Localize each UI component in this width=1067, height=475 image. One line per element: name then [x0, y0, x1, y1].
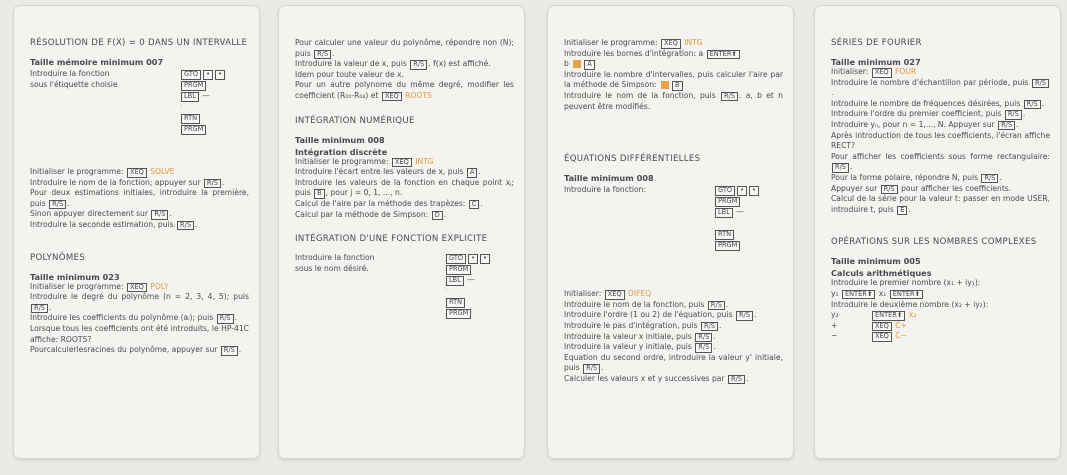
rs-key: R/S [736, 311, 753, 321]
section-title-resolution: RÉSOLUTION DE F(X) = 0 DANS UN INTERVALLE [30, 38, 248, 48]
text-fragment [445, 264, 524, 275]
text-fragment: − [831, 331, 838, 341]
text-fragment: . [739, 90, 742, 100]
text-fragment: Introduire le nombre d'intervalles, puis calculer l'aire par la méthode de Simpson: [564, 69, 783, 90]
prgm-key: PRGM [715, 241, 740, 251]
text-fragment [180, 91, 259, 102]
text-fragment: + [831, 320, 838, 330]
text-fragment: Pour la forme polaire, répondre N, puis [831, 172, 981, 182]
text-fragment: Introduire la valeur y initiale, puis [564, 342, 695, 352]
d-key: D [432, 211, 443, 221]
program-listing [30, 69, 249, 161]
text-fragment: Pourcalculerlesracines du polynôme, appuyer sur [30, 345, 220, 355]
text-fragment: . [999, 172, 1002, 182]
instruction [564, 91, 783, 112]
text-fragment: . [713, 342, 716, 352]
program-name: POLY [150, 281, 169, 291]
rs-key: R/S [998, 121, 1015, 131]
text-fragment: y₂ [831, 310, 839, 320]
dot-key: • [480, 254, 490, 264]
text-fragment [714, 185, 793, 196]
section-title-integration-explicit: INTÉGRATION D'UNE FONCTION EXPLICITE [295, 234, 488, 245]
xeq-key: XEQ [661, 39, 681, 49]
instruction [564, 353, 783, 374]
text-fragment: . [850, 162, 853, 172]
rs-key: R/S [728, 375, 745, 385]
rs-key: R/S [832, 163, 849, 173]
text-fragment: . [49, 302, 52, 312]
text-fragment: a, b et n peuvent être modifiés. [564, 90, 783, 111]
instruction [295, 80, 514, 101]
text-fragment: Introduire le nom de la fonction, puis [564, 90, 720, 100]
instruction [831, 109, 1050, 120]
dash: — [467, 275, 475, 285]
e-key: E [897, 206, 907, 216]
instruction [564, 49, 783, 70]
text-fragment: Introduire yₙ, pour n = 1,..., N. Appuyer sur [831, 119, 998, 129]
text-fragment: Introduire le nombre de fréquences désirées, puis [831, 98, 1023, 108]
text-fragment: . [713, 331, 716, 341]
text-fragment: Introduire la seconde estimation, puis [30, 219, 177, 229]
text-fragment: . [1016, 119, 1019, 129]
text-fragment: . [332, 48, 335, 58]
rs-key: R/S [695, 343, 712, 353]
instruction [295, 178, 514, 199]
xeq-key: XEQ [392, 158, 412, 168]
instruction [831, 173, 1050, 184]
program-listing [295, 253, 514, 345]
xeq-key: XEQ [127, 283, 147, 293]
text-fragment: . [443, 209, 447, 219]
enter-key: ENTER⬆ [890, 290, 923, 300]
rs-key: R/S [583, 364, 600, 374]
instruction: Introduire le premier nombre (x₁ + iy₁): [831, 278, 981, 288]
text-fragment [714, 185, 793, 251]
instruction [564, 38, 783, 49]
text-fragment: . [725, 299, 729, 309]
prgm-key: PRGM [446, 265, 471, 275]
xeq-key: XEQ [872, 322, 892, 332]
text-fragment: Calculer les valeurs x et y successives par [564, 373, 727, 383]
xeq-key: XEQ [382, 92, 402, 102]
xeq-key: XEQ [872, 332, 892, 342]
text-fragment: . [1022, 109, 1026, 119]
program-listing [564, 185, 783, 283]
rs-key: R/S [410, 60, 427, 70]
text-fragment [30, 69, 125, 90]
text-fragment: . [831, 88, 834, 98]
enter-key: ENTER⬆ [872, 311, 905, 321]
text-fragment: Introduire l'ordre (1 ou 2) de l'équation, puis [564, 310, 735, 320]
text-fragment: . [753, 310, 757, 320]
dash: — [202, 91, 210, 100]
section-title-complexes: OPÉRATIONS SUR LES NOMBRES COMPLEXES [831, 237, 1037, 248]
rs-key: R/S [1032, 79, 1049, 89]
memory-size: Taille minimum 008 [564, 173, 654, 184]
text-fragment [295, 253, 390, 274]
text-fragment: C− [895, 331, 907, 341]
program-name: INTG [415, 156, 434, 166]
shift-key-square [661, 81, 669, 89]
rs-key: R/S [1024, 100, 1041, 110]
instruction [564, 374, 783, 385]
instruction [831, 99, 1050, 110]
memory-size: Taille minimum 005 [831, 256, 921, 267]
subsection-title: Intégration discrète [295, 146, 388, 157]
text-fragment [180, 80, 259, 91]
instruction [295, 59, 514, 70]
text-fragment: Initialiser le programme: [295, 156, 391, 166]
memory-size: Taille mémoire minimum 007 [30, 57, 164, 67]
instruction [295, 38, 514, 59]
rs-key: R/S [31, 304, 48, 314]
text-fragment: Initialiser: [564, 289, 604, 299]
text-fragment: x₂ [908, 310, 917, 320]
text-fragment: Equation du second ordre, introduire la valeur y' initiale, puis [564, 352, 783, 373]
text-fragment [714, 240, 793, 251]
a-key: A [584, 60, 595, 70]
rs-key: R/S [1005, 110, 1022, 120]
instruction [831, 310, 1050, 321]
prgm-key: PRGM [181, 81, 206, 91]
text-fragment [295, 26, 514, 38]
text-fragment [714, 196, 793, 207]
text-fragment: . [480, 198, 483, 208]
shift-key-square [573, 60, 581, 68]
gto-key: GTO [446, 254, 466, 264]
text-fragment [445, 253, 524, 264]
rs-key: R/S [204, 179, 221, 189]
instruction [831, 120, 1050, 131]
rs-key: R/S [695, 333, 712, 343]
rtn-key: RTN [181, 114, 200, 124]
instruction [564, 310, 783, 321]
section-title-integration: INTÉGRATION NUMÉRIQUE [295, 115, 415, 126]
rs-key: R/S [217, 314, 234, 324]
text-fragment: Pour afficher les coefficients sous forme rectangulaire: [831, 151, 1050, 161]
dash: — [736, 207, 744, 217]
text-fragment [564, 185, 659, 196]
prgm-key: PRGM [715, 197, 740, 207]
program-name: SOLVE [150, 167, 175, 176]
text-fragment [180, 69, 259, 135]
a-key: A [467, 168, 478, 178]
gto-key: GTO [715, 186, 735, 196]
instruction [564, 332, 783, 343]
xeq-key: XEQ [127, 168, 147, 178]
text-fragment: . [908, 204, 911, 214]
text-fragment: Introduire le nom de la fonction, puis [564, 299, 707, 309]
rs-key: R/S [881, 185, 898, 195]
panel-4 [815, 6, 1060, 458]
panel-2 [279, 6, 524, 458]
text-fragment [445, 275, 524, 286]
text-fragment: Introduire les bornes d'intégration: a [564, 48, 706, 58]
instruction [831, 152, 1050, 173]
rs-key: R/S [708, 301, 725, 311]
instruction: Introduire le deuxième nombre (x₂ + iy₂): [831, 299, 989, 309]
rs-key: R/S [49, 200, 66, 210]
instruction [30, 188, 249, 209]
b-key: B [314, 189, 325, 199]
program-name: ROOTS [405, 90, 432, 100]
dot-key: • [468, 254, 478, 264]
text-fragment [180, 124, 259, 135]
enter-key: ENTER⬆ [842, 290, 875, 300]
instruction [831, 289, 1050, 300]
text-fragment: . [195, 219, 198, 229]
rs-key: R/S [981, 174, 998, 184]
instruction [30, 167, 249, 178]
instruction-text: Introduire la fonction [30, 69, 110, 78]
dots: · [714, 218, 717, 228]
instruction [831, 67, 1050, 78]
instruction: Après introduction de tous les coefficients, l'écran affiche RECT? [831, 130, 1050, 151]
text-fragment [714, 207, 793, 218]
text-fragment: Introduire la valeur x initiale, puis [564, 331, 695, 341]
instruction [831, 331, 1050, 342]
section-title-equations: ÉQUATIONS DIFFÉRENTIELLES [564, 154, 701, 165]
text-fragment: . [238, 345, 242, 355]
instruction [30, 209, 249, 220]
instruction [564, 289, 783, 300]
section-title-polynomes: POLYNÔMES [30, 252, 86, 263]
text-fragment: Initialiser le programme: [564, 38, 660, 47]
text-fragment: Sinon appuyer directement sur [30, 209, 151, 219]
text-fragment: , pour j = 0, 1, ..., n. [325, 188, 403, 198]
instruction [30, 345, 249, 356]
panel-3 [548, 6, 793, 458]
text-fragment: Initialiser: [831, 67, 871, 76]
text-fragment [564, 26, 783, 38]
text-fragment: Calcul de l'aire par la méthode des trapèzes: [295, 198, 468, 208]
text-fragment: . [67, 198, 70, 208]
text-fragment [714, 229, 793, 240]
text-fragment [445, 308, 524, 319]
memory-size: Taille minimum 008 [295, 134, 385, 145]
instruction: Lorsque tous les coefficients ont été introduits, le HP-41C affiche: ROOTS? [30, 323, 249, 344]
text-fragment [180, 113, 259, 124]
rs-key: R/S [721, 92, 738, 102]
rs-key: R/S [314, 50, 331, 60]
text-fragment: Pour un autre polynome du même degré, modifier les coefficient (R₀₀-R₀₄) et [295, 80, 514, 100]
prgm-key: PRGM [181, 125, 206, 135]
instruction [831, 184, 1050, 195]
instruction: Idem pour toute valeur de x. [295, 69, 404, 79]
text-fragment: f(x) est affiché. [430, 59, 491, 69]
c-key: C [469, 200, 480, 210]
text-fragment: y₁ [831, 288, 841, 298]
text-fragment: Introduire le degré du polynôme (n = 2, 3, 4, 5); puis [30, 292, 249, 302]
text-fragment [445, 297, 524, 308]
rtn-key: RTN [715, 230, 734, 240]
text-fragment [445, 253, 524, 319]
section-title-fourier: SÉRIES DE FOURIER [831, 38, 922, 48]
instruction-text: Introduire la fonction [295, 253, 375, 263]
text-fragment: . [428, 59, 431, 69]
text-fragment: Calcul de la série pour la valeur t: passer en mode USER, introduire t, puis [831, 194, 1050, 214]
rtn-key: RTN [446, 298, 465, 308]
instruction [30, 282, 249, 293]
instruction [30, 178, 249, 189]
instruction [564, 300, 783, 311]
dots: · [180, 102, 183, 111]
instruction [564, 70, 783, 91]
text-fragment: Introduire les coefficients du polynôme (aᵢ); puis [30, 313, 216, 323]
gto-key: GTO [181, 70, 201, 80]
lbl-key: LBL [181, 92, 199, 102]
text-fragment: Initialiser le programme: [30, 167, 126, 176]
instruction [295, 157, 514, 168]
prgm-key: PRGM [446, 309, 471, 319]
program-name: FOUR [895, 67, 917, 76]
text-fragment: . [221, 177, 225, 187]
rs-key: R/S [701, 322, 718, 332]
instruction [295, 210, 514, 221]
text-fragment: . [719, 320, 722, 330]
text-fragment: Calcul par la méthode de Simpson: [295, 209, 431, 219]
text-fragment: Introduire le pas d'intégration, puis [564, 320, 701, 330]
dot-key: • [215, 70, 225, 80]
memory-size: Taille minimum 027 [831, 57, 921, 67]
instruction [831, 78, 1050, 99]
text-fragment: . [478, 167, 481, 177]
instruction [30, 313, 249, 324]
instruction [831, 194, 1050, 215]
text-fragment: Introduire l'écart entre les valeurs de x, puis [295, 167, 466, 177]
text-fragment: Introduire l'ordre du premier coefficient, puis [831, 109, 1004, 119]
text-fragment [180, 69, 259, 80]
text-fragment: . [1041, 98, 1045, 108]
instruction [30, 220, 249, 231]
program-name: INTG [684, 38, 703, 47]
rs-key: R/S [221, 346, 238, 356]
text-fragment: C+ [895, 320, 907, 330]
b-key: B [672, 81, 683, 91]
text-fragment: Introduire le nom de la fonction; appuyer sur [30, 177, 203, 187]
text-fragment: . [746, 373, 749, 383]
dot-key: • [749, 186, 759, 196]
instruction-text: Introduire la fonction: [564, 185, 647, 195]
text-fragment: Introduire les valeurs de la fonction en chaque point xⱼ; puis [295, 177, 514, 198]
text-fragment: . [234, 313, 238, 323]
instruction [564, 342, 783, 353]
text-fragment: Pour calculer une valeur du polynôme, répondre non (N); puis [295, 38, 514, 58]
lbl-key: LBL [715, 208, 733, 218]
instruction [295, 167, 514, 178]
program-name: DIFEQ [628, 289, 652, 299]
instruction-text: sous l'étiquette choisie [30, 79, 118, 89]
instruction [564, 321, 783, 332]
text-fragment: Introduire la valeur de x, puis [295, 59, 410, 69]
text-fragment: pour afficher les coefficients. [898, 183, 1012, 193]
memory-size: Taille minimum 023 [30, 271, 120, 282]
xeq-key: XEQ [605, 290, 625, 300]
text-fragment: x₁ [876, 288, 889, 298]
text-fragment: Pour deux estimations initiales, introduire la première, puis [30, 188, 249, 208]
dot-key: • [737, 186, 747, 196]
dots: · [445, 286, 448, 296]
panel-1 [14, 6, 259, 458]
enter-key: ENTER⬆ [707, 50, 740, 60]
instruction [30, 292, 249, 313]
rs-key: R/S [151, 210, 168, 220]
text-fragment: . [169, 209, 172, 219]
text-fragment: b [564, 59, 572, 69]
instruction [295, 199, 514, 210]
lbl-key: LBL [446, 276, 464, 286]
subsection-title: Calculs arithmétiques [831, 268, 932, 279]
xeq-key: XEQ [872, 68, 892, 78]
dot-key: • [203, 70, 213, 80]
instruction [831, 321, 1050, 332]
text-fragment: . [601, 363, 604, 373]
instruction-text: sous le nom désiré. [295, 263, 369, 273]
text-fragment: Initialiser le programme: [30, 281, 126, 291]
text-fragment: Appuyer sur [831, 183, 880, 193]
text-fragment: Introduire le nombre d'échantillon par période, puis [831, 77, 1031, 87]
rs-key: R/S [177, 221, 194, 231]
